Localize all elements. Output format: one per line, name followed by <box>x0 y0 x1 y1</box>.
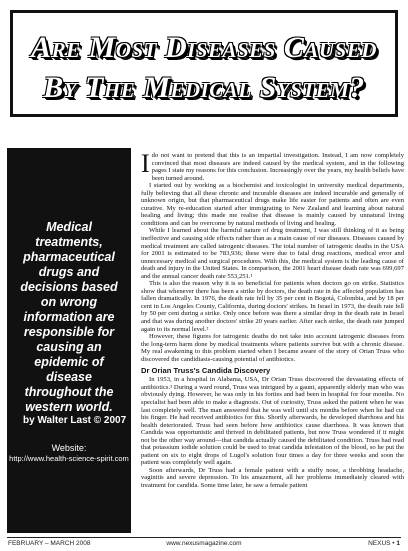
footer-website[interactable]: www.nexusmagazine.com <box>166 540 242 547</box>
website-label: Website: <box>51 443 87 453</box>
issue-date: FEBRUARY – MARCH 2008 <box>8 540 91 547</box>
paragraph: While I learned about the harmful nature of drug treatment, I was still thinking of it as being ineffective and causing side effects rather than as a main cause of our diseases. Diseases caused by medical treatment are called iatrogenic diseases. The total number of iatrogenic deaths in the USA for 2001 is estimated to be 783,936; these were due to fatal drug reactions, medical error and unnecessary medical and surgical procedures. With this, the medical system is the leading cause of death and injury in the United States. In comparison, the 2001 heart disease death rate was 699,697 and the annual cancer death rate 553,251.¹ <box>141 227 404 280</box>
paragraph: This is also the reason why it is so beneficial for patients when doctors go on strike. Statistics show that whenever there has been a strike by doctors, the death rate in the affected population has fallen dramatically. In 1976, the death rate fell by 35 per cent in Bogotá, Colombia, and by 18 per cent in Los Angeles County, California, during doctors' strikes. In Israel in 1973, the death rate fell by 50 per cent during a strike. Only once before was there a similar drop in the death rate in Israel and that was during another doctors' strike 20 years earlier. After each strike, the death rate jumped again to its normal level.² <box>141 280 404 333</box>
paragraph: In 1953, in a hospital in Alabama, USA, Dr Orian Truss discovered the devastating effects of antibiotics.³ During a ward round, Truss was intrigued by a gaunt, apparently elderly man who was obviously dying. However, he was only in his forties and had been in hospital for four months. No specialist had been able to make a diagnosis. Out of curiosity, Truss asked the patient when he was last completely well. The man answered that he was well until six months before when he had cut his finger. He had received antibiotics for this. Shortly afterwards, he developed diarrhoea and his health deteriorated. Truss had seen before how antibiotics cause diarrhoea. It was known that Candida was opportunistic and thrived in debilitated patients, but now Truss wondered if it might not be the other way around—that candida actually caused the debilitated condition. Truss had read that potassium iodide solution could be used to treat candida infestation of the blood, so he put the patient on six to eight drops of Lugol's solution four times a day for three weeks and soon the patient was completely well again. <box>141 376 404 467</box>
article-title-line-1: Are Most Diseases Caused <box>31 31 377 64</box>
website-url[interactable]: http://www.health-science-spirit.com <box>9 454 129 463</box>
paragraph: I started out by working as a biochemist and toxicologist in university medical departments, fully believing that all these chronic and incurable diseases are indeed incurable and generally of unknown origin, but that pharmaceutical drugs make life easier for patients and often are even curative. My re-education started after immigrating to New Zealand and learning about natural healing and living; this made me realise that disease is mainly caused by unnatural living conditions and can be overcome by natural methods of living and healing. <box>141 182 404 227</box>
page-marker: NEXUS • 1 <box>368 540 400 547</box>
author-byline: by Walter Last © 2007 <box>23 415 127 426</box>
footer-divider <box>7 537 401 538</box>
magazine-name: NEXUS <box>368 540 391 547</box>
article-body <box>141 152 404 534</box>
paragraph-text: do not want to pretend that this is an impartial investigation. Instead, I am now completely convinced that most diseases are indeed caused by the medical system, and in the following pages I state my reasons for this conclusion. Increasingly over the years, my health beliefs have been turned around. <box>151 152 404 182</box>
title-box <box>10 10 398 117</box>
pull-quote: Medical treatments, pharmaceutical drugs and decisions based on wrong information are responsible for causing an epidemic of disease throughout the western world. <box>20 220 118 414</box>
paragraph: However, these figures for iatrogenic deaths do not take into account iatrogenic diseases from the long-term harm done by medical treatments where patients survive but with a chronic disease. My real awakening to this problem started when I became aware of the story of Orian Truss who discovered the candidiasis-causing potential of antibiotics. <box>141 333 404 363</box>
paragraph <box>141 152 404 182</box>
article-title-line-2: By The Medical System? <box>43 71 365 104</box>
drop-cap: I <box>141 152 150 178</box>
page-number: 1 <box>396 540 400 547</box>
section-subheading: Dr Orian Truss's Candida Discovery <box>141 366 271 376</box>
paragraph: Soon afterwards, Dr Truss had a female patient with a stuffy nose, a throbbing headache, vaginitis and severe depression. To his amazement, all her problems immediately cleared with treatment for candida. Some time later, he saw a female patient <box>141 466 404 489</box>
sidebar-panel <box>7 148 131 533</box>
